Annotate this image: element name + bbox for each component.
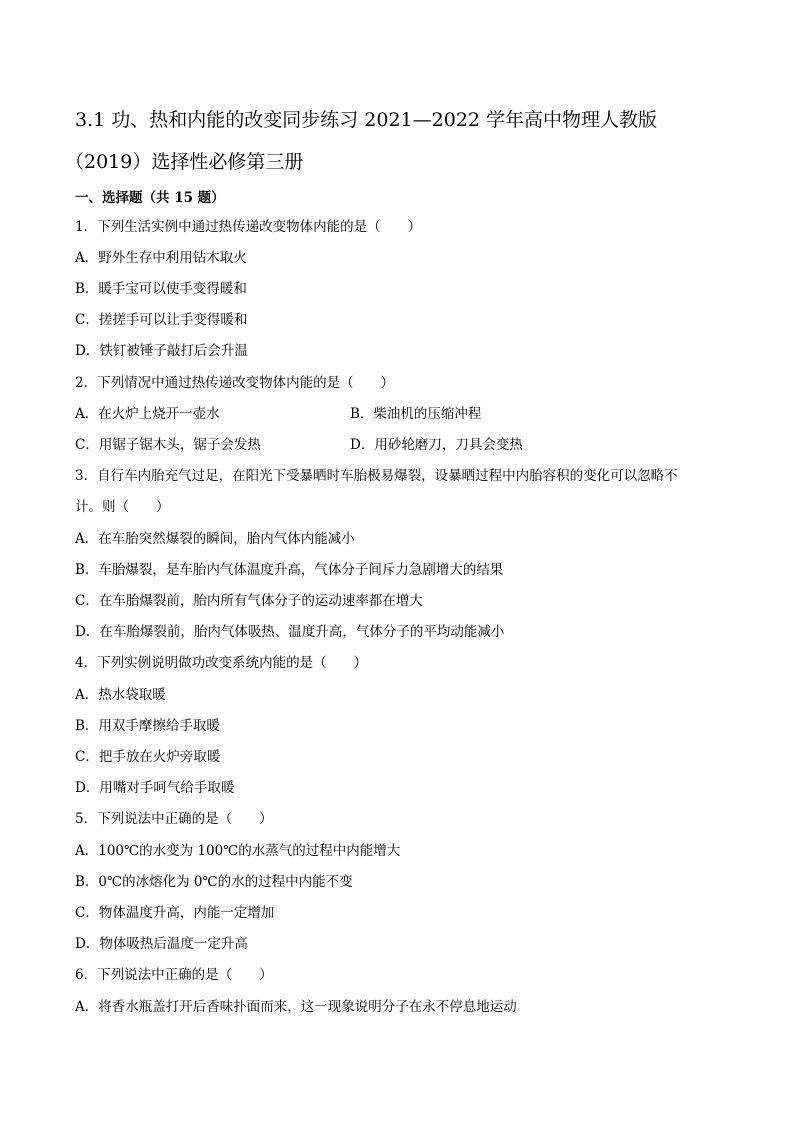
document-title-line-1: 3.1 功、热和内能的改变同步练习 2021—2022 学年高中物理人教版 xyxy=(75,109,658,131)
question-2-option-b: B．柴油机的压缩冲程 xyxy=(350,406,482,422)
question-1-option-d: D．铁钉被锤子敲打后会升温 xyxy=(75,343,248,359)
question-2-stem: 2．下列情况中通过热传递改变物体内能的是（ ） xyxy=(75,375,395,391)
question-5-option-b: B．0℃的冰熔化为 0℃的水的过程中内能不变 xyxy=(75,874,353,890)
question-4-stem: 4．下列实例说明做功改变系统内能的是（ ） xyxy=(75,655,368,671)
question-3-option-b: B．车胎爆裂，是车胎内气体温度升高，气体分子间斥力急剧增大的结果 xyxy=(75,562,504,578)
question-1-stem: 1．下列生活实例中通过热传递改变物体内能的是（ ） xyxy=(75,219,422,235)
question-4-option-c: C．把手放在火炉旁取暖 xyxy=(75,749,221,765)
question-5-option-a: A．100℃的水变为 100℃的水蒸气的过程中内能增大 xyxy=(75,843,401,859)
section-heading: 一、选择题（共 15 题） xyxy=(75,190,225,206)
question-2-option-c: C．用锯子锯木头，锯子会发热 xyxy=(75,437,261,453)
question-3-option-d: D．在车胎爆裂前，胎内气体吸热、温度升高，气体分子的平均动能减小 xyxy=(75,624,505,640)
question-6-option-a: A．将香水瓶盖打开后香味扑面而来，这一现象说明分子在永不停息地运动 xyxy=(75,999,517,1015)
document-title-line-2: （2019）选择性必修第三册 xyxy=(65,151,304,173)
question-5-option-d: D．物体吸热后温度一定升高 xyxy=(75,936,248,952)
question-3-stem-line-1: 3．自行车内胎充气过足，在阳光下受暴晒时车胎极易爆裂，设暴晒过程中内胎容积的变化可以忽略不 xyxy=(75,468,678,484)
question-2-option-d: D．用砂轮磨刀，刀具会变热 xyxy=(350,437,523,453)
question-4-option-a: A．热水袋取暖 xyxy=(75,687,166,703)
question-4-option-b: B．用双手摩擦给手取暖 xyxy=(75,718,220,734)
question-1-option-b: B．暖手宝可以使手变得暖和 xyxy=(75,281,247,297)
question-1-option-c: C．搓搓手可以让手变得暖和 xyxy=(75,312,248,328)
question-1-option-a: A．野外生存中利用钻木取火 xyxy=(75,250,247,266)
question-5-option-c: C．物体温度升高，内能一定增加 xyxy=(75,905,275,921)
question-3-option-c: C．在车胎爆裂前，胎内所有气体分子的运动速率都在增大 xyxy=(75,593,423,609)
question-3-option-a: A．在车胎突然爆裂的瞬间，胎内气体内能减小 xyxy=(75,531,355,547)
question-6-stem: 6．下列说法中正确的是（ ） xyxy=(75,967,273,983)
question-2-option-a: A．在火炉上烧开一壶水 xyxy=(75,406,220,422)
question-5-stem: 5．下列说法中正确的是（ ） xyxy=(75,811,273,827)
question-4-option-d: D．用嘴对手呵气给手取暖 xyxy=(75,780,235,796)
question-3-stem-line-2: 计。则（ ） xyxy=(75,499,170,515)
